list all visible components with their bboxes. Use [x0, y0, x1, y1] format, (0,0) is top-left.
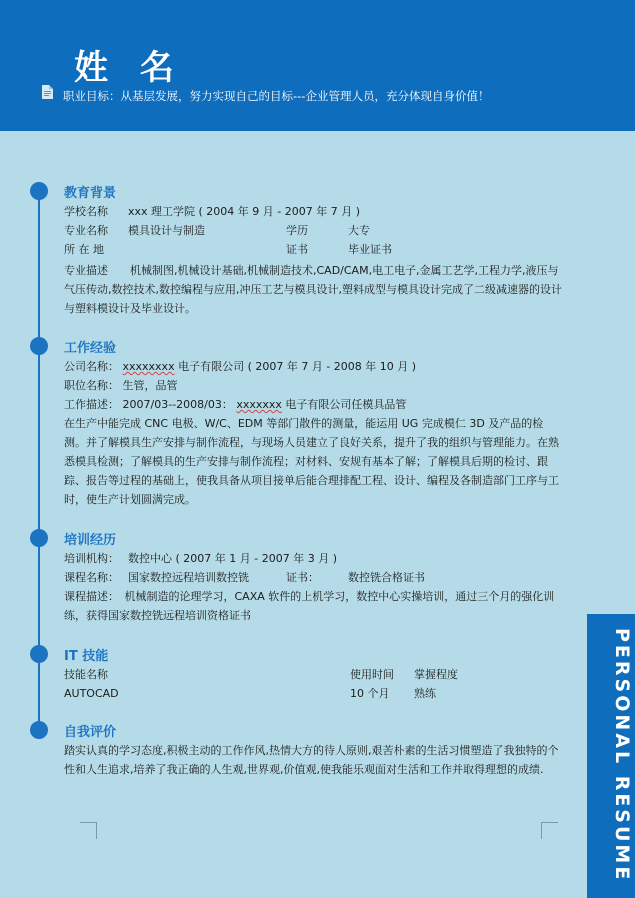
course-description: 课程描述： 机械制造的论理学习，CAXA 软件的上机学习，数控中心实操培训，通过三个月的强化训练，获得国家数控铣远程培训资格证书	[64, 590, 555, 622]
org-label: 培训机构：	[64, 552, 119, 565]
course-label: 课程名称：	[64, 571, 119, 584]
skills-header-level: 掌握程度	[414, 668, 458, 681]
training-cert-value: 数控铣合格证书	[348, 571, 425, 584]
header-banner	[0, 0, 635, 131]
cert-value: 毕业证书	[348, 243, 392, 256]
table-row	[64, 684, 564, 703]
work-desc-company: xxxxxxx	[236, 398, 282, 411]
work-desc-period: 2007/03--2008/03：	[122, 398, 233, 411]
skills-header-name: 技能名称	[64, 668, 108, 681]
career-objective: 职业目标：从基层发展，努力实现自己的目标---企业管理人员，充分体现自身价值！	[63, 89, 490, 103]
timeline-dot	[30, 182, 48, 200]
location-label: 所 在 地	[64, 243, 104, 256]
org-value: 数控中心 ( 2007 年 1 月 - 2007 年 3 月 )	[128, 552, 337, 565]
major-label: 专业名称	[64, 224, 108, 237]
section-title: 自我评价	[64, 725, 117, 740]
section-content	[64, 665, 564, 703]
document-icon	[42, 85, 53, 99]
cert-label: 证书	[286, 243, 308, 256]
skill-level: 熟练	[414, 687, 436, 700]
major-value: 模具设计与制造	[128, 224, 205, 237]
timeline-dot	[30, 529, 48, 547]
timeline-dot	[30, 337, 48, 355]
skill-name: AUTOCAD	[64, 687, 119, 700]
major-row	[64, 221, 564, 240]
position-label: 职位名称：	[64, 379, 119, 392]
section-content	[64, 549, 564, 625]
corner-mark-left	[80, 822, 97, 839]
school-label: 学校名称	[64, 205, 108, 218]
section-title: 教育背景	[64, 186, 117, 201]
work-desc-label: 工作描述：	[64, 398, 119, 411]
company-label: 公司名称：	[64, 360, 119, 373]
position-row	[64, 376, 564, 395]
work-description: 在生产中能完成 CNC 电极、W/C、EDM 等部门散件的测量，能运用 UG 完成模仁 3D 及产品的检测。并了解模具生产安排与制作流程，与现场人员建立了良好关系，提升了我的组织与管理能力。在熟悉模具检测；了解模具的生产安排与制作流程；对材料、安规有基本了解；了解模具后期的检讨、跟踪、报告等过程的基础上，使我具备从项目接单后能合理排配工程、设计、编程及各制造部门工序与工时，使生产计划圆满完成。	[64, 417, 559, 506]
degree-value: 大专	[348, 224, 370, 237]
course-row	[64, 568, 564, 587]
section-content	[64, 741, 564, 779]
self-evaluation-text: 踏实认真的学习态度,积极主动的工作作风,热情大方的待人原则,艰苦朴素的生活习惯塑造了我独特的个性和人生追求,培养了我正确的人生观,世界观,价值观,使我能乐观面对生活和工作并取得理想的成绩.	[64, 744, 559, 776]
section-title: IT 技能	[64, 649, 109, 664]
section-title: 培训经历	[64, 533, 117, 548]
school-row	[64, 202, 564, 221]
course-value: 国家数控远程培训数控铣	[128, 571, 249, 584]
work-desc-role: 电子有限公司任模具品管	[285, 398, 407, 411]
company-name: xxxxxxxx	[122, 360, 175, 373]
degree-label: 学历	[286, 224, 308, 237]
position-value: 生管，品管	[122, 379, 178, 392]
training-cert-label: 证书：	[286, 571, 319, 584]
org-row	[64, 549, 564, 568]
skills-header-row	[64, 665, 564, 684]
school-value: xxx 理工学院 ( 2004 年 9 月 - 2007 年 7 月 )	[128, 205, 361, 218]
corner-mark-right	[541, 822, 558, 839]
skill-time: 10 个月	[350, 687, 390, 700]
timeline-dot	[30, 645, 48, 663]
section-title: 工作经验	[64, 341, 117, 356]
company-value: 电子有限公司 ( 2007 年 7 月 - 2008 年 10 月 )	[178, 360, 417, 373]
section-content	[64, 357, 564, 509]
section-content	[64, 202, 564, 318]
major-description: 专业描述 机械制图,机械设计基础,机械制造技术,CAD/CAM,电工电子,金属工艺学,工程力学,液压与气压传动,数控技术,数控编程与应用,冲压工艺与模具设计,塑料成型与模具设计完成了二级减速器的设计与塑料模设计及毕业设计。	[64, 264, 562, 315]
work-desc-row	[64, 395, 564, 414]
location-row	[64, 240, 564, 259]
company-row	[64, 357, 564, 376]
skills-header-time: 使用时间	[350, 668, 394, 681]
timeline-dot	[30, 721, 48, 739]
candidate-name: 姓 名	[74, 48, 184, 88]
side-tab-text: PERSONAL RESUME	[611, 628, 633, 883]
